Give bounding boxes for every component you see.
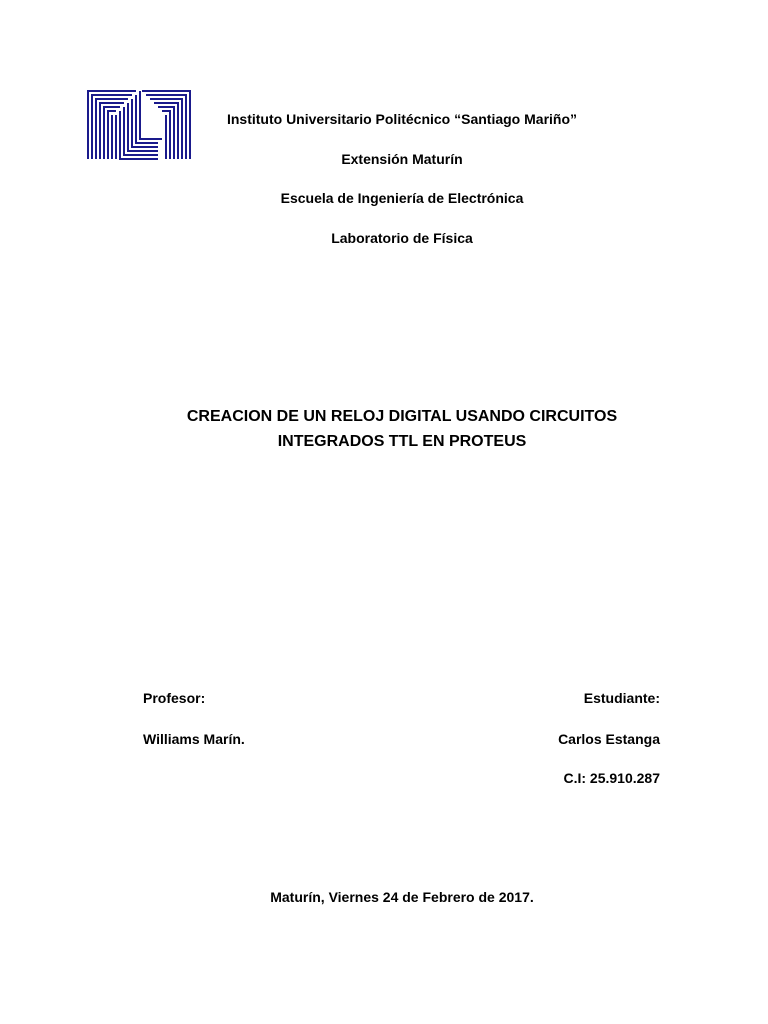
student-id: C.I: 25.910.287 <box>563 770 660 786</box>
institute-name: Instituto Universitario Politécnico “Santiago Mariño” <box>226 111 578 127</box>
professor-label: Profesor: <box>143 690 206 706</box>
professor-name: Williams Marín. <box>143 731 245 747</box>
student-label: Estudiante: <box>583 690 660 706</box>
lab-name: Laboratorio de Física <box>331 230 473 246</box>
document-title-line-1: CREACION DE UN RELOJ DIGITAL USANDO CIRCUITOS <box>186 408 618 425</box>
student-name: Carlos Estanga <box>558 731 660 747</box>
document-title-line-2: INTEGRADOS TTL EN PROTEUS <box>277 433 527 450</box>
extension-name: Extensión Maturín <box>341 151 463 167</box>
place-date: Maturín, Viernes 24 de Febrero de 2017. <box>270 889 534 905</box>
school-name: Escuela de Ingeniería de Electrónica <box>280 190 524 206</box>
